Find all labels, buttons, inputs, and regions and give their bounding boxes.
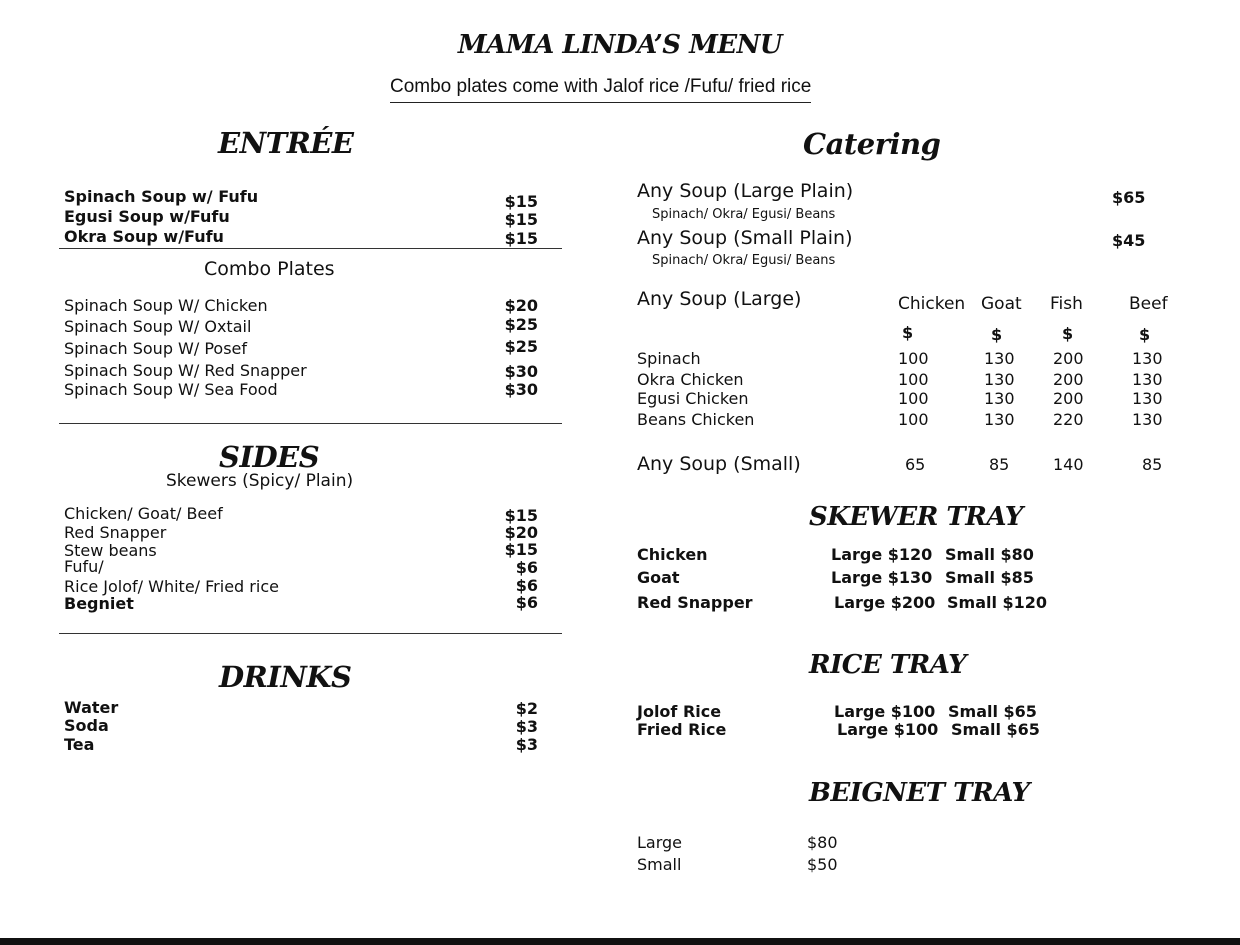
catering-plain-item: Any Soup (Large Plain) <box>637 180 854 202</box>
combo-item: Spinach Soup W/ Oxtail <box>64 317 252 336</box>
skewer-tray-item: Red Snapper <box>637 593 753 612</box>
catering-heading: Catering <box>803 127 941 161</box>
divider <box>59 248 562 249</box>
entree-item: Okra Soup w/Fufu <box>64 227 224 246</box>
drinks-item: Tea <box>64 735 95 754</box>
catering-currency: $ <box>1139 325 1151 344</box>
catering-currency: $ <box>1062 324 1074 343</box>
catering-cell: 130 <box>1132 370 1163 389</box>
catering-cell: 130 <box>1132 349 1163 368</box>
entree-price: $15 <box>504 210 538 229</box>
combo-item: Spinach Soup W/ Red Snapper <box>64 361 307 380</box>
combo-price: $30 <box>504 380 538 399</box>
catering-row-name: Egusi Chicken <box>637 389 749 408</box>
beignet-tray-heading: BEIGNET TRAY <box>809 778 1030 808</box>
catering-small-cell: 85 <box>1142 455 1163 474</box>
catering-small-cell: 85 <box>989 455 1010 474</box>
skewer-tray-large: Large $120 <box>831 545 933 564</box>
catering-cell: 200 <box>1053 389 1084 408</box>
rice-tray-large: Large $100 <box>837 720 939 739</box>
catering-col-header: Beef <box>1129 294 1168 314</box>
skewer-tray-item: Goat <box>637 568 680 587</box>
combo-price: $20 <box>504 296 538 315</box>
catering-cell: 130 <box>984 410 1015 429</box>
catering-cell: 130 <box>984 349 1015 368</box>
catering-currency: $ <box>902 323 914 342</box>
rice-tray-heading: RICE TRAY <box>809 650 967 680</box>
catering-row-name: Okra Chicken <box>637 370 744 389</box>
catering-cell: 100 <box>898 370 929 389</box>
drinks-item: Soda <box>64 716 109 735</box>
catering-row-name: Beans Chicken <box>637 410 755 429</box>
sides-price: $20 <box>504 523 538 542</box>
sides-subheading: Skewers (Spicy/ Plain) <box>166 471 354 491</box>
catering-small-cell: 140 <box>1053 455 1084 474</box>
catering-col-header: Fish <box>1050 294 1083 314</box>
rice-tray-small: Small $65 <box>951 720 1040 739</box>
sides-item: Chicken/ Goat/ Beef <box>64 504 223 523</box>
divider <box>59 423 562 424</box>
catering-currency: $ <box>991 325 1003 344</box>
catering-small-cell: 65 <box>905 455 926 474</box>
skewer-tray-heading: SKEWER TRAY <box>809 502 1023 532</box>
combo-item: Spinach Soup W/ Sea Food <box>64 380 278 399</box>
rice-tray-item: Jolof Rice <box>637 702 722 721</box>
beignet-tray-item: Small <box>637 855 682 874</box>
rice-tray-large: Large $100 <box>834 702 936 721</box>
entree-price: $15 <box>504 229 538 248</box>
sides-heading: SIDES <box>219 440 320 474</box>
combo-plates-heading: Combo Plates <box>204 258 335 280</box>
drinks-price: $3 <box>515 717 538 736</box>
catering-cell: 100 <box>898 410 929 429</box>
skewer-tray-small: Small $80 <box>945 545 1034 564</box>
sides-price: $15 <box>504 506 538 525</box>
drinks-price: $2 <box>515 699 538 718</box>
catering-cell: 130 <box>984 389 1015 408</box>
sides-item: Begniet <box>64 594 134 613</box>
skewer-tray-small: Small $120 <box>947 593 1048 612</box>
catering-cell: 130 <box>1132 389 1163 408</box>
drinks-heading: DRINKS <box>219 660 352 694</box>
combo-item: Spinach Soup W/ Chicken <box>64 296 268 315</box>
catering-plain-price: $65 <box>1112 188 1146 207</box>
skewer-tray-small: Small $85 <box>945 568 1034 587</box>
catering-large-label: Any Soup (Large) <box>637 288 802 310</box>
sides-item: Rice Jolof/ White/ Fried rice <box>64 577 279 596</box>
entree-item: Spinach Soup w/ Fufu <box>64 187 259 206</box>
catering-col-header: Goat <box>981 294 1022 314</box>
catering-cell: 130 <box>984 370 1015 389</box>
catering-col-header: Chicken <box>898 294 966 314</box>
combo-price: $25 <box>504 337 538 356</box>
sides-price: $15 <box>504 540 538 559</box>
sides-item: Stew beans <box>64 541 157 560</box>
catering-cell: 200 <box>1053 349 1084 368</box>
combo-item: Spinach Soup W/ Posef <box>64 339 248 358</box>
catering-plain-price: $45 <box>1112 231 1146 250</box>
drinks-item: Water <box>64 698 119 717</box>
skewer-tray-large: Large $130 <box>831 568 933 587</box>
catering-plain-note: Spinach/ Okra/ Egusi/ Beans <box>652 207 836 222</box>
divider <box>59 633 562 634</box>
catering-small-label: Any Soup (Small) <box>637 453 801 475</box>
menu-subtitle: Combo plates come with Jalof rice /Fufu/ fried rice <box>390 76 811 103</box>
beignet-tray-item: Large <box>637 833 683 852</box>
beignet-tray-price: $50 <box>807 855 838 874</box>
catering-cell: 220 <box>1053 410 1084 429</box>
catering-plain-note: Spinach/ Okra/ Egusi/ Beans <box>652 253 836 268</box>
sides-price: $6 <box>515 558 538 577</box>
catering-cell: 130 <box>1132 410 1163 429</box>
sides-item: Red Snapper <box>64 523 167 542</box>
catering-cell: 100 <box>898 349 929 368</box>
menu-title: MAMA LINDA’S MENU <box>457 30 783 60</box>
rice-tray-item: Fried Rice <box>637 720 727 739</box>
drinks-price: $3 <box>515 735 538 754</box>
catering-row-name: Spinach <box>637 349 701 368</box>
sides-item: Fufu/ <box>64 557 104 576</box>
bottom-bar <box>0 938 1240 945</box>
combo-price: $25 <box>504 315 538 334</box>
skewer-tray-large: Large $200 <box>834 593 936 612</box>
sides-price: $6 <box>515 593 538 612</box>
entree-item: Egusi Soup w/Fufu <box>64 207 230 226</box>
entree-price: $15 <box>504 192 538 211</box>
catering-cell: 100 <box>898 389 929 408</box>
sides-price: $6 <box>515 576 538 595</box>
entree-heading: ENTRÉE <box>218 126 354 160</box>
skewer-tray-item: Chicken <box>637 545 708 564</box>
beignet-tray-price: $80 <box>807 833 838 852</box>
catering-cell: 200 <box>1053 370 1084 389</box>
combo-price: $30 <box>504 362 538 381</box>
catering-plain-item: Any Soup (Small Plain) <box>637 227 853 249</box>
rice-tray-small: Small $65 <box>948 702 1037 721</box>
